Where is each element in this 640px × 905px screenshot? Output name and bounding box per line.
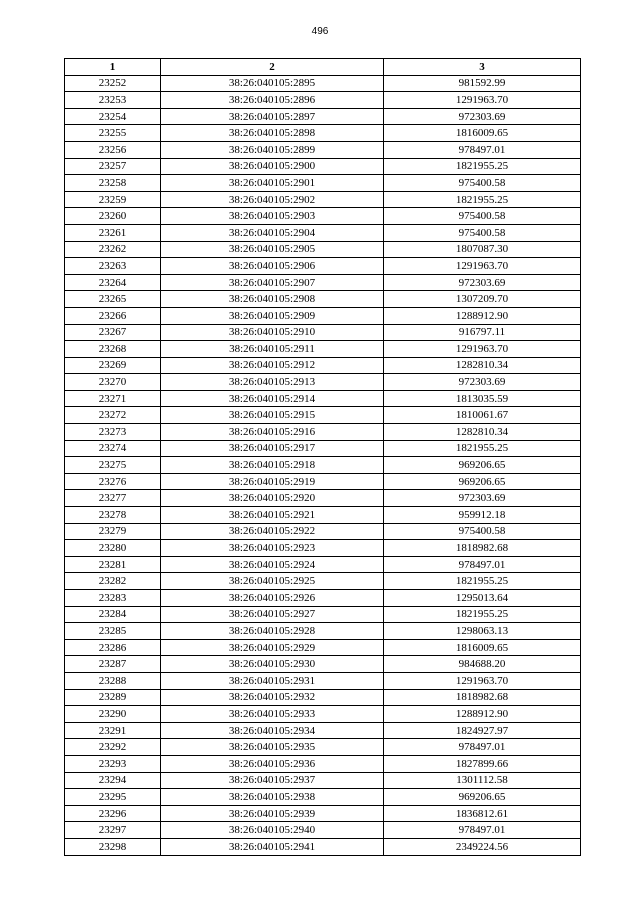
header-row (65, 59, 581, 76)
cadastral-number-cell: 38:26:040105:2918 (161, 457, 384, 474)
cadastral-number-cell: 38:26:040105:2933 (161, 706, 384, 723)
value-cell: 1291963.70 (384, 92, 581, 109)
cadastral-number-cell: 38:26:040105:2915 (161, 407, 384, 424)
row-number-cell: 23279 (65, 523, 161, 540)
cadastral-number-cell: 38:26:040105:2924 (161, 556, 384, 573)
value-cell: 1821955.25 (384, 573, 581, 590)
value-cell: 1836812.61 (384, 805, 581, 822)
table-row (65, 722, 581, 739)
row-number-cell: 23297 (65, 822, 161, 839)
cadastral-number-cell: 38:26:040105:2925 (161, 573, 384, 590)
cadastral-number-cell: 38:26:040105:2941 (161, 838, 384, 855)
row-number-cell: 23292 (65, 739, 161, 756)
cadastral-number-cell: 38:26:040105:2930 (161, 656, 384, 673)
value-cell: 1282810.34 (384, 357, 581, 374)
row-number-cell: 23298 (65, 838, 161, 855)
cadastral-number-cell: 38:26:040105:2917 (161, 440, 384, 457)
value-cell: 972303.69 (384, 274, 581, 291)
value-cell: 984688.20 (384, 656, 581, 673)
row-number-cell: 23280 (65, 540, 161, 557)
table-row (65, 175, 581, 192)
table-row (65, 407, 581, 424)
row-number-cell: 23264 (65, 274, 161, 291)
table-row (65, 490, 581, 507)
cadastral-number-cell: 38:26:040105:2929 (161, 639, 384, 656)
table-row (65, 689, 581, 706)
row-number-cell: 23266 (65, 307, 161, 324)
value-cell: 1301112.58 (384, 772, 581, 789)
value-cell: 1818982.68 (384, 540, 581, 557)
cadastral-number-cell: 38:26:040105:2898 (161, 125, 384, 142)
table-row (65, 540, 581, 557)
cadastral-number-cell: 38:26:040105:2911 (161, 341, 384, 358)
table-row (65, 241, 581, 258)
table-row (65, 291, 581, 308)
table-row (65, 656, 581, 673)
cadastral-number-cell: 38:26:040105:2939 (161, 805, 384, 822)
row-number-cell: 23268 (65, 341, 161, 358)
table-row (65, 706, 581, 723)
value-cell: 1282810.34 (384, 424, 581, 441)
cadastral-number-cell: 38:26:040105:2922 (161, 523, 384, 540)
value-cell: 1810061.67 (384, 407, 581, 424)
value-cell: 969206.65 (384, 457, 581, 474)
row-number-cell: 23272 (65, 407, 161, 424)
cadastral-number-cell: 38:26:040105:2895 (161, 75, 384, 92)
cadastral-number-cell: 38:26:040105:2907 (161, 274, 384, 291)
cadastral-number-cell: 38:26:040105:2904 (161, 224, 384, 241)
cadastral-number-cell: 38:26:040105:2934 (161, 722, 384, 739)
table-row (65, 191, 581, 208)
row-number-cell: 23269 (65, 357, 161, 374)
row-number-cell: 23285 (65, 623, 161, 640)
table-row (65, 772, 581, 789)
table-row (65, 789, 581, 806)
cadastral-number-cell: 38:26:040105:2919 (161, 473, 384, 490)
value-cell: 1288912.90 (384, 307, 581, 324)
row-number-cell: 23294 (65, 772, 161, 789)
cadastral-number-cell: 38:26:040105:2923 (161, 540, 384, 557)
table-row (65, 341, 581, 358)
cadastral-number-cell: 38:26:040105:2937 (161, 772, 384, 789)
value-cell: 1818982.68 (384, 689, 581, 706)
page-number: 496 (311, 26, 329, 37)
table-row (65, 623, 581, 640)
table-row (65, 440, 581, 457)
value-cell: 978497.01 (384, 739, 581, 756)
table-row (65, 457, 581, 474)
value-cell: 972303.69 (384, 108, 581, 125)
value-cell: 978497.01 (384, 822, 581, 839)
cadastral-number-cell: 38:26:040105:2927 (161, 606, 384, 623)
cadastral-number-cell: 38:26:040105:2912 (161, 357, 384, 374)
row-number-cell: 23291 (65, 722, 161, 739)
row-number-cell: 23265 (65, 291, 161, 308)
table-row (65, 390, 581, 407)
table-row (65, 141, 581, 158)
row-number-cell: 23288 (65, 672, 161, 689)
cadastral-number-cell: 38:26:040105:2905 (161, 241, 384, 258)
value-cell: 959912.18 (384, 507, 581, 524)
cadastral-number-cell: 38:26:040105:2928 (161, 623, 384, 640)
row-number-cell: 23267 (65, 324, 161, 341)
row-number-cell: 23290 (65, 706, 161, 723)
table-row (65, 805, 581, 822)
value-cell: 1298063.13 (384, 623, 581, 640)
value-cell: 1291963.70 (384, 258, 581, 275)
table-row (65, 108, 581, 125)
row-number-cell: 23259 (65, 191, 161, 208)
row-number-cell: 23261 (65, 224, 161, 241)
cadastral-number-cell: 38:26:040105:2932 (161, 689, 384, 706)
data-table (64, 58, 581, 856)
cadastral-number-cell: 38:26:040105:2903 (161, 208, 384, 225)
row-number-cell: 23253 (65, 92, 161, 109)
value-cell: 975400.58 (384, 224, 581, 241)
value-cell: 972303.69 (384, 374, 581, 391)
row-number-cell: 23258 (65, 175, 161, 192)
value-cell: 969206.65 (384, 473, 581, 490)
value-cell: 1821955.25 (384, 440, 581, 457)
value-cell: 916797.11 (384, 324, 581, 341)
table-row (65, 838, 581, 855)
table-row (65, 606, 581, 623)
table-row (65, 590, 581, 607)
table-row (65, 357, 581, 374)
row-number-cell: 23281 (65, 556, 161, 573)
cadastral-number-cell: 38:26:040105:2938 (161, 789, 384, 806)
table-row (65, 822, 581, 839)
cadastral-number-cell: 38:26:040105:2931 (161, 672, 384, 689)
row-number-cell: 23256 (65, 141, 161, 158)
row-number-cell: 23263 (65, 258, 161, 275)
table-row (65, 473, 581, 490)
row-number-cell: 23287 (65, 656, 161, 673)
cadastral-number-cell: 38:26:040105:2935 (161, 739, 384, 756)
row-number-cell: 23260 (65, 208, 161, 225)
row-number-cell: 23273 (65, 424, 161, 441)
table-row (65, 739, 581, 756)
value-cell: 1816009.65 (384, 639, 581, 656)
table-row (65, 556, 581, 573)
row-number-cell: 23295 (65, 789, 161, 806)
value-cell: 1295013.64 (384, 590, 581, 607)
value-cell: 975400.58 (384, 523, 581, 540)
row-number-cell: 23289 (65, 689, 161, 706)
table-row (65, 672, 581, 689)
cadastral-number-cell: 38:26:040105:2921 (161, 507, 384, 524)
row-number-cell: 23254 (65, 108, 161, 125)
row-number-cell: 23296 (65, 805, 161, 822)
value-cell: 972303.69 (384, 490, 581, 507)
value-cell: 969206.65 (384, 789, 581, 806)
cadastral-number-cell: 38:26:040105:2936 (161, 755, 384, 772)
value-cell: 1827899.66 (384, 755, 581, 772)
column-header-1: 1 (65, 59, 161, 76)
table-row (65, 307, 581, 324)
value-cell: 1813035.59 (384, 390, 581, 407)
cadastral-number-cell: 38:26:040105:2920 (161, 490, 384, 507)
row-number-cell: 23278 (65, 507, 161, 524)
table-row (65, 324, 581, 341)
table-body (65, 75, 581, 855)
value-cell: 1821955.25 (384, 606, 581, 623)
column-header-3: 3 (384, 59, 581, 76)
value-cell: 1821955.25 (384, 158, 581, 175)
table-row (65, 258, 581, 275)
table-row (65, 92, 581, 109)
value-cell: 978497.01 (384, 141, 581, 158)
value-cell: 1821955.25 (384, 191, 581, 208)
value-cell: 978497.01 (384, 556, 581, 573)
cadastral-number-cell: 38:26:040105:2902 (161, 191, 384, 208)
table-row (65, 125, 581, 142)
row-number-cell: 23293 (65, 755, 161, 772)
row-number-cell: 23270 (65, 374, 161, 391)
table-row (65, 755, 581, 772)
table-row (65, 274, 581, 291)
table-row (65, 573, 581, 590)
row-number-cell: 23286 (65, 639, 161, 656)
cadastral-number-cell: 38:26:040105:2900 (161, 158, 384, 175)
value-cell: 1291963.70 (384, 341, 581, 358)
value-cell: 1816009.65 (384, 125, 581, 142)
row-number-cell: 23255 (65, 125, 161, 142)
value-cell: 1824927.97 (384, 722, 581, 739)
table-row (65, 507, 581, 524)
row-number-cell: 23283 (65, 590, 161, 607)
table-row (65, 424, 581, 441)
value-cell: 2349224.56 (384, 838, 581, 855)
cadastral-number-cell: 38:26:040105:2897 (161, 108, 384, 125)
table-row (65, 158, 581, 175)
table-row (65, 639, 581, 656)
cadastral-number-cell: 38:26:040105:2940 (161, 822, 384, 839)
row-number-cell: 23257 (65, 158, 161, 175)
value-cell: 1307209.70 (384, 291, 581, 308)
value-cell: 1807087.30 (384, 241, 581, 258)
cadastral-number-cell: 38:26:040105:2899 (161, 141, 384, 158)
table-row (65, 75, 581, 92)
row-number-cell: 23284 (65, 606, 161, 623)
column-header-2: 2 (161, 59, 384, 76)
cadastral-number-cell: 38:26:040105:2916 (161, 424, 384, 441)
row-number-cell: 23282 (65, 573, 161, 590)
row-number-cell: 23276 (65, 473, 161, 490)
value-cell: 975400.58 (384, 175, 581, 192)
cadastral-number-cell: 38:26:040105:2901 (161, 175, 384, 192)
value-cell: 981592.99 (384, 75, 581, 92)
row-number-cell: 23271 (65, 390, 161, 407)
row-number-cell: 23274 (65, 440, 161, 457)
cadastral-number-cell: 38:26:040105:2908 (161, 291, 384, 308)
row-number-cell: 23275 (65, 457, 161, 474)
table-row (65, 224, 581, 241)
value-cell: 975400.58 (384, 208, 581, 225)
cadastral-number-cell: 38:26:040105:2926 (161, 590, 384, 607)
row-number-cell: 23252 (65, 75, 161, 92)
value-cell: 1288912.90 (384, 706, 581, 723)
table-row (65, 208, 581, 225)
table-row (65, 523, 581, 540)
cadastral-number-cell: 38:26:040105:2896 (161, 92, 384, 109)
cadastral-number-cell: 38:26:040105:2914 (161, 390, 384, 407)
table-row (65, 374, 581, 391)
cadastral-number-cell: 38:26:040105:2909 (161, 307, 384, 324)
row-number-cell: 23277 (65, 490, 161, 507)
cadastral-number-cell: 38:26:040105:2913 (161, 374, 384, 391)
value-cell: 1291963.70 (384, 672, 581, 689)
cadastral-number-cell: 38:26:040105:2906 (161, 258, 384, 275)
row-number-cell: 23262 (65, 241, 161, 258)
cadastral-number-cell: 38:26:040105:2910 (161, 324, 384, 341)
